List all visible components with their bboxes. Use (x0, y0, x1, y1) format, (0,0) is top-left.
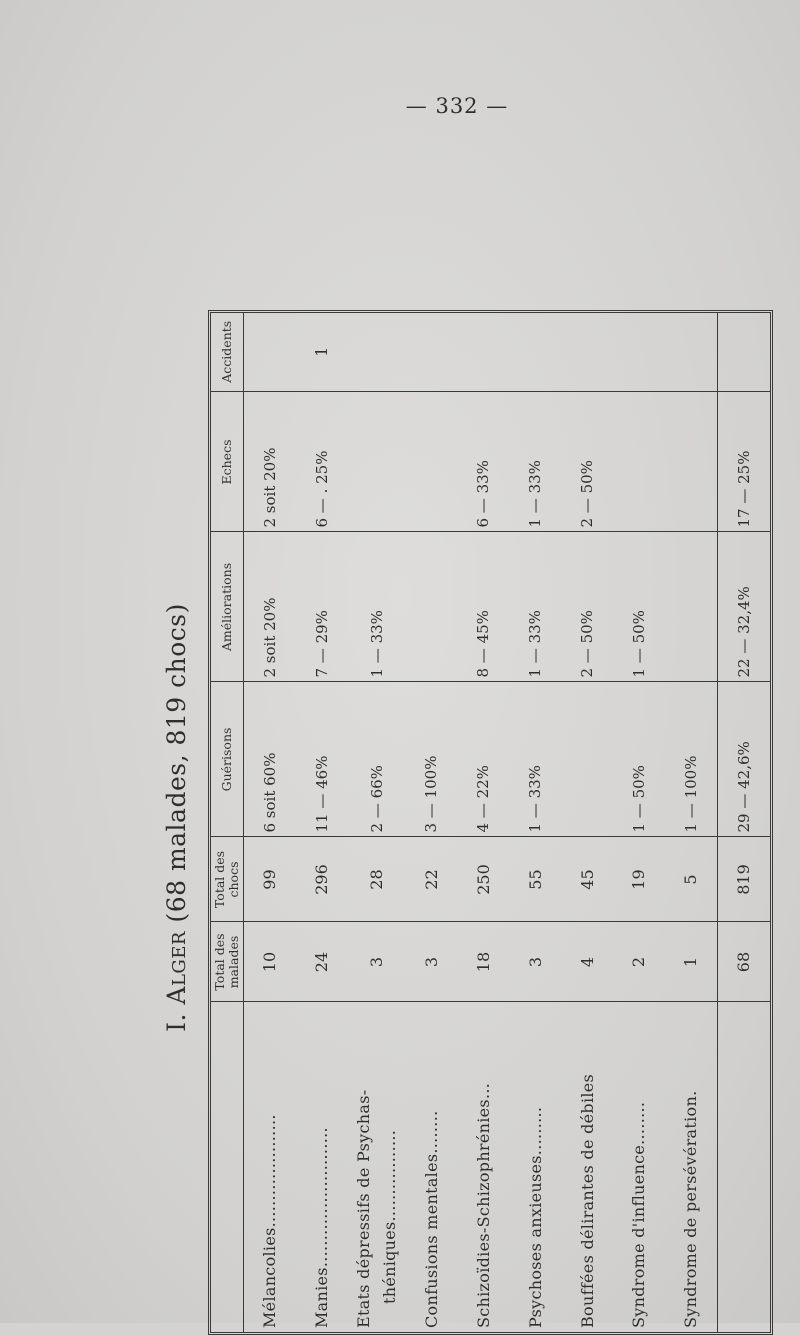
cell-malades: 4 (561, 922, 613, 1002)
cell-ameliorations: 8 — 45% (457, 532, 509, 682)
row-label: Confusions mentales........ (421, 1110, 441, 1328)
cell-chocs: 55 (509, 837, 561, 922)
total-malades: 68 (717, 922, 770, 1002)
cell-malades: 3 (509, 922, 561, 1002)
cell-accidents (613, 312, 665, 392)
cell-accidents (348, 312, 405, 392)
cell-ameliorations: 2 — 50% (561, 532, 613, 682)
row-label (348, 1002, 405, 1332)
total-guerisons: 29 — 42,6% (717, 682, 770, 837)
cell-guerisons: 11 — 46% (296, 682, 348, 837)
totals-label (717, 1002, 770, 1332)
cell-echecs: 2 soit 20% (244, 392, 296, 532)
cell-chocs: 28 (348, 837, 405, 922)
cell-chocs: 99 (244, 837, 296, 922)
cell-chocs: 5 (665, 837, 717, 922)
cell-guerisons: 6 soit 60% (244, 682, 296, 837)
cell-accidents (509, 312, 561, 392)
caption-city: Alger (162, 931, 191, 1005)
header-accidents: Accidents (211, 312, 244, 392)
row-label: Bouffées délirantes de débiles (577, 1073, 597, 1328)
cell-echecs (613, 392, 665, 532)
results-table (211, 312, 770, 1332)
total-chocs: 819 (717, 837, 770, 922)
cell-echecs (348, 392, 405, 532)
cell-malades: 3 (405, 922, 457, 1002)
total-accidents (717, 312, 770, 392)
cell-accidents (244, 312, 296, 392)
table-row (405, 312, 457, 1332)
row-label: Schizoïdies-Schizophrénies... (473, 1082, 493, 1328)
results-table-frame (208, 310, 773, 1335)
cell-accidents (405, 312, 457, 392)
row-label-line2: théniques................. (379, 1129, 399, 1304)
header-row (211, 312, 244, 1332)
cell-ameliorations: 1 — 33% (348, 532, 405, 682)
cell-ameliorations (665, 532, 717, 682)
cell-malades: 10 (244, 922, 296, 1002)
cell-guerisons: 1 — 33% (509, 682, 561, 837)
cell-ameliorations: 7 — 29% (296, 532, 348, 682)
cell-ameliorations: 1 — 50% (613, 532, 665, 682)
cell-malades: 18 (457, 922, 509, 1002)
cell-guerisons: 4 — 22% (457, 682, 509, 837)
row-label: Psychoses anxieuses......... (525, 1106, 545, 1328)
header-echecs: Echecs (211, 392, 244, 532)
cell-accidents (457, 312, 509, 392)
table-row (244, 312, 296, 1332)
cell-malades: 24 (296, 922, 348, 1002)
cell-guerisons: 1 — 50% (613, 682, 665, 837)
rotated-table-block (150, 300, 754, 1335)
header-ameliorations: Améliorations (211, 532, 244, 682)
cell-guerisons: 3 — 100% (405, 682, 457, 837)
row-label: Syndrome de persévération. (681, 1090, 701, 1328)
table-row (457, 312, 509, 1332)
row-label-line1: Etats dépressifs de Psychas- (353, 1089, 373, 1328)
total-ameliorations: 22 — 32,4% (717, 532, 770, 682)
table-row (665, 312, 717, 1332)
cell-ameliorations: 1 — 33% (509, 532, 561, 682)
cell-accidents (665, 312, 717, 392)
table-row (613, 312, 665, 1332)
cell-chocs: 22 (405, 837, 457, 922)
header-guerisons: Guérisons (211, 682, 244, 837)
cell-echecs: 2 — 50% (561, 392, 613, 532)
totals-row (717, 312, 770, 1332)
cell-malades: 2 (613, 922, 665, 1002)
header-total-malades: Total des malades (211, 922, 244, 1002)
cell-chocs: 45 (561, 837, 613, 922)
cell-accidents (561, 312, 613, 392)
row-label: Manies.......................... (312, 1127, 332, 1328)
caption-rest: (68 malades, 819 chocs) (162, 603, 191, 923)
table-row (296, 312, 348, 1332)
cell-guerisons: 2 — 66% (348, 682, 405, 837)
cell-echecs: 6 — . 25% (296, 392, 348, 532)
table-row (348, 312, 405, 1332)
total-echecs: 17 — 25% (717, 392, 770, 532)
row-label: Mélancolies..................... (260, 1114, 280, 1328)
row-label: Syndrome d'influence........ (629, 1101, 649, 1328)
cell-echecs (405, 392, 457, 532)
cell-chocs: 296 (296, 837, 348, 922)
header-total-chocs: Total des chocs (211, 837, 244, 922)
cell-malades: 3 (348, 922, 405, 1002)
cell-guerisons (561, 682, 613, 837)
cell-ameliorations (405, 532, 457, 682)
cell-echecs: 1 — 33% (509, 392, 561, 532)
table-row (561, 312, 613, 1332)
cell-echecs (665, 392, 717, 532)
cell-guerisons: 1 — 100% (665, 682, 717, 837)
caption-numeral: I. (162, 1013, 191, 1032)
cell-accidents: 1 (296, 312, 348, 392)
table-row (509, 312, 561, 1332)
header-diagnosis (211, 1002, 244, 1332)
cell-echecs: 6 — 33% (457, 392, 509, 532)
cell-ameliorations: 2 soit 20% (244, 532, 296, 682)
cell-chocs: 19 (613, 837, 665, 922)
cell-chocs: 250 (457, 837, 509, 922)
table-caption (150, 300, 204, 1335)
page-number: — 332 — (405, 94, 509, 118)
cell-malades: 1 (665, 922, 717, 1002)
